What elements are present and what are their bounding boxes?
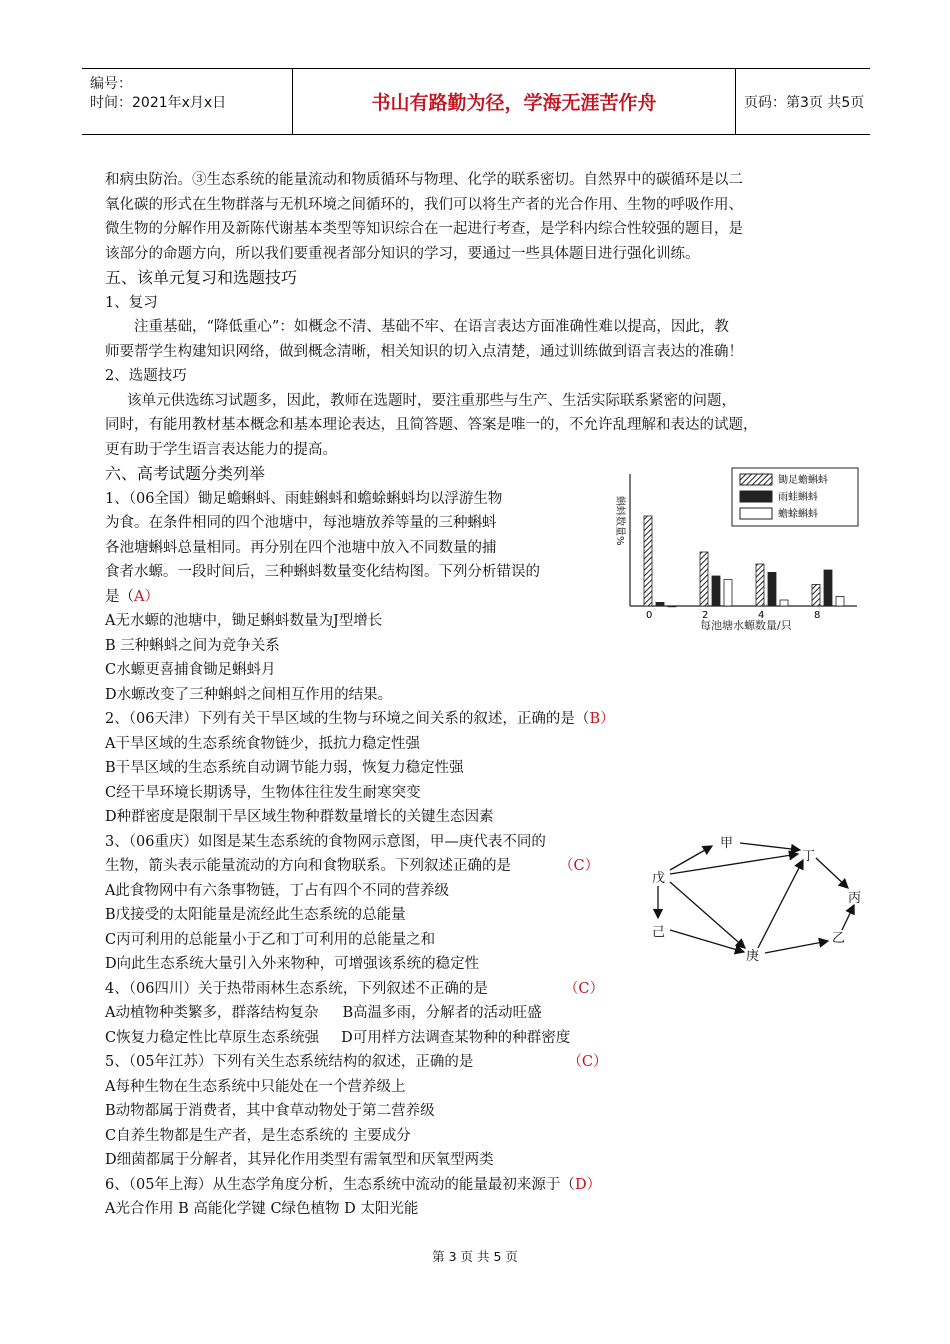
q3-option: C丙可利用的总能量小于乙和丁可利用的总能量之和 <box>105 931 436 948</box>
q6-answer: D <box>574 1176 587 1193</box>
x-axis-label: 每池塘水螈数量/只 <box>700 619 792 632</box>
q2-option: D种群密度是限制干旱区域生物种群数量增长的关键生态因素 <box>105 809 494 825</box>
q3-answer: （C） <box>559 858 600 874</box>
section5-sub1-title: 1、复习 <box>105 294 158 311</box>
q1-answer-close: ） <box>144 588 159 605</box>
y-axis-label: 蝌蚪数量% <box>614 496 625 546</box>
number-label: 编号： <box>90 76 132 92</box>
q1-answer: A <box>134 588 145 605</box>
q2-answer: B <box>589 711 601 727</box>
node-bing: 丙 <box>848 891 862 906</box>
legend-swatch-hatched <box>740 474 772 485</box>
q1-stem-line: 1、（06全国）锄足蟾蝌蚪、雨蛙蝌蚪和蟾蜍蝌蚪均以浮游生物 <box>105 490 503 507</box>
q4-options-row1 <box>105 1001 855 1026</box>
q4-options-row2 <box>105 1026 855 1051</box>
legend-label: 蟾蜍蝌蚪 <box>778 509 818 520</box>
q4-option: C恢复力稳定性比草原生态系统强 <box>105 1029 320 1046</box>
bar-empty-4 <box>780 600 788 606</box>
bar-empty-2 <box>724 580 732 606</box>
x-tick-label: 2 <box>702 610 709 621</box>
intro-line: 氧化碳的形式在生物群落与无机环境之间循环的，我们可以将生产者的光合作用、生物的呼吸作用、 <box>105 196 743 213</box>
legend-label: 雨蛙蝌蚪 <box>778 492 818 503</box>
section5-sub2-title: 2、选题技巧 <box>105 368 187 384</box>
q1-stem-line: 食者水螈。一段时间后，三种蝌蚪数量变化结构图。下列分析错误的 <box>105 564 540 580</box>
q3-stem-line: 3、（06重庆）如图是某生态系统的食物网示意图，甲—庚代表不同的 <box>105 833 546 850</box>
intro-line: 和病虫防治。③生态系统的能量流动和物质循环与物理、化学的联系密切。自然界中的碳循环是以二 <box>105 172 743 188</box>
q4-answer: （C） <box>563 980 605 997</box>
x-tick-label: 8 <box>814 610 821 621</box>
q1-stem-line: 各池塘蝌蚪总量相同。再分别在四个池塘中放入不同数量的捕 <box>105 539 497 556</box>
intro-line: 该部分的命题方向，所以我们要重视者部分知识的学习，要通过一些具体题目进行强化训练。 <box>105 245 700 262</box>
section5-sub2-line: 同时，有能用教材基本概念和基本理论表达，且简答题、答案是唯一的，不允许乱理解和表达的试题， <box>105 417 758 433</box>
q2-answer-close: ） <box>600 711 615 727</box>
q5-stem-text: 5、（05年江苏）下列有关生态系统结构的叙述，正确的是 <box>105 1054 474 1070</box>
bar-hatched-8 <box>812 584 820 606</box>
q4-option: A动植物种类繁多，群落结构复杂 <box>105 1005 319 1021</box>
q4-stem-text: 4、（06四川）关于热带雨林生态系统，下列叙述不正确的是 <box>105 980 488 997</box>
time-label: 时间：2021年x月x日 <box>90 95 227 111</box>
q1-option: B 三种蝌蚪之间为竞争关系 <box>105 637 280 654</box>
bar-solid-0 <box>656 602 664 606</box>
tadpole-bar-chart <box>612 466 860 636</box>
q5-option: B动物都属于消费者，其中食草动物处于第二营养级 <box>105 1103 435 1119</box>
node-geng: 庚 <box>746 949 760 964</box>
header-meta <box>90 75 270 113</box>
legend-swatch-solid <box>740 491 772 502</box>
q6-stem-text: 6、（05年上海）从生态学角度分析，生态系统中流动的能量最初来源于（ <box>105 1176 575 1193</box>
legend-swatch-empty <box>740 508 772 519</box>
x-tick-label: 4 <box>758 610 765 621</box>
q3-stem-text: 生物，箭头表示能量流动的方向和食物联系。下列叙述正确的是 <box>105 858 511 874</box>
section5-title: 五、该单元复习和选题技巧 <box>105 268 298 287</box>
section5-sub2-line: 更有助于学生语言表达能力的提高。 <box>105 441 337 458</box>
q5-option: A每种生物在生态系统中只能处在一个营养级上 <box>105 1078 406 1095</box>
legend-label: 锄足蟾蝌蚪 <box>778 475 828 486</box>
q2-option: C经干旱环境长期诱导，生物体往往发生耐寒突变 <box>105 784 421 801</box>
q4-stem <box>105 977 855 1002</box>
bar-solid-4 <box>768 572 776 606</box>
q5-option: C自养生物都是生产者，是生态系统的 主要成分 <box>105 1127 411 1144</box>
q5-answer: （C） <box>567 1054 608 1070</box>
q1-stem-line: 为食。在条件相同的四个池塘中，每池塘放养等量的三种蝌蚪 <box>105 515 497 531</box>
motto: 书山有路勤为径，学海无涯苦作舟 <box>292 69 736 134</box>
q4-option: B高温多雨，分解者的活动旺盛 <box>342 1005 542 1021</box>
bar-solid-8 <box>824 570 832 606</box>
q2-option: A干旱区域的生态系统食物链少，抵抗力稳定性强 <box>105 735 420 752</box>
q3-option: D向此生态系统大量引入外来物种，可增强该系统的稳定性 <box>105 956 480 972</box>
q2-stem-text: 2、（06天津）下列有关干旱区域的生物与环境之间关系的叙述，正确的是（ <box>105 711 590 727</box>
bar-hatched-2 <box>700 552 708 606</box>
food-web-diagram <box>640 830 870 970</box>
node-yi: 乙 <box>832 931 846 946</box>
section5-sub1-line: 注重基础，“降低重心”：如概念不清、基础不牢、在语言表达方面准确性难以提高，因此，教 <box>134 319 729 335</box>
q5-option: D细菌都属于分解者，其异化作用类型有需氧型和厌氧型两类 <box>105 1152 494 1168</box>
page-footer: 第 3 页 共 5 页 <box>432 1249 518 1264</box>
page-header <box>82 68 870 135</box>
q1-option: A无水螈的池塘中，锄足蝌蚪数量为J型增长 <box>105 613 383 629</box>
bar-hatched-4 <box>756 564 764 606</box>
node-jia: 甲 <box>720 836 734 851</box>
q3-option: A此食物网中有六条事物链，丁占有四个不同的营养级 <box>105 882 449 899</box>
q1-stem-end: 是（ <box>105 588 134 605</box>
q2-option: B干旱区域的生态系统自动调节能力弱，恢复力稳定性强 <box>105 760 464 776</box>
q3-option: B戊接受的太阳能量是流经此生态系统的总能量 <box>105 907 406 923</box>
q1-option: C水螈更喜捕食锄足蝌蚪月 <box>105 662 276 678</box>
q1-option: D水螈改变了三种蝌蚪之间相互作用的结果。 <box>105 686 393 703</box>
q6-stem <box>105 1173 855 1198</box>
bar-hatched-0 <box>644 516 652 606</box>
node-ding: 丁 <box>802 849 816 864</box>
q6-answer-close: ） <box>586 1176 602 1193</box>
page-label: 页码：第3页 共5页 <box>744 94 865 111</box>
section5-sub2-line: 该单元供选练习试题多，因此，教师在选题时，要注重那些与生产、生活实际联系紧密的问题， <box>127 392 736 409</box>
q4-option: D可用样方法调查某物种的种群密度 <box>341 1029 571 1046</box>
bar-solid-2 <box>712 576 720 606</box>
section6-title: 六、高考试题分类列举 <box>105 464 266 483</box>
node-ji: 己 <box>652 925 666 940</box>
section5-sub1-line: 师要帮学生构建知识网络，做到概念清晰，相关知识的切入点清楚，通过训练做到语言表达的准确！ <box>105 343 743 360</box>
q5-stem <box>105 1050 855 1075</box>
intro-line: 微生物的分解作用及新陈代谢基本类型等知识综合在一起进行考查，是学科内综合性较强的题目，是 <box>105 221 743 237</box>
node-wu: 戊 <box>652 871 666 886</box>
q2-stem <box>105 707 855 732</box>
bar-empty-8 <box>836 596 844 606</box>
bar-empty-0 <box>668 606 676 607</box>
q6-options: A光合作用 B 高能化学键 C绿色植物 D 太阳光能 <box>105 1201 419 1217</box>
legend <box>732 468 858 526</box>
x-tick-label: 0 <box>646 610 653 621</box>
body-text <box>105 168 855 1222</box>
